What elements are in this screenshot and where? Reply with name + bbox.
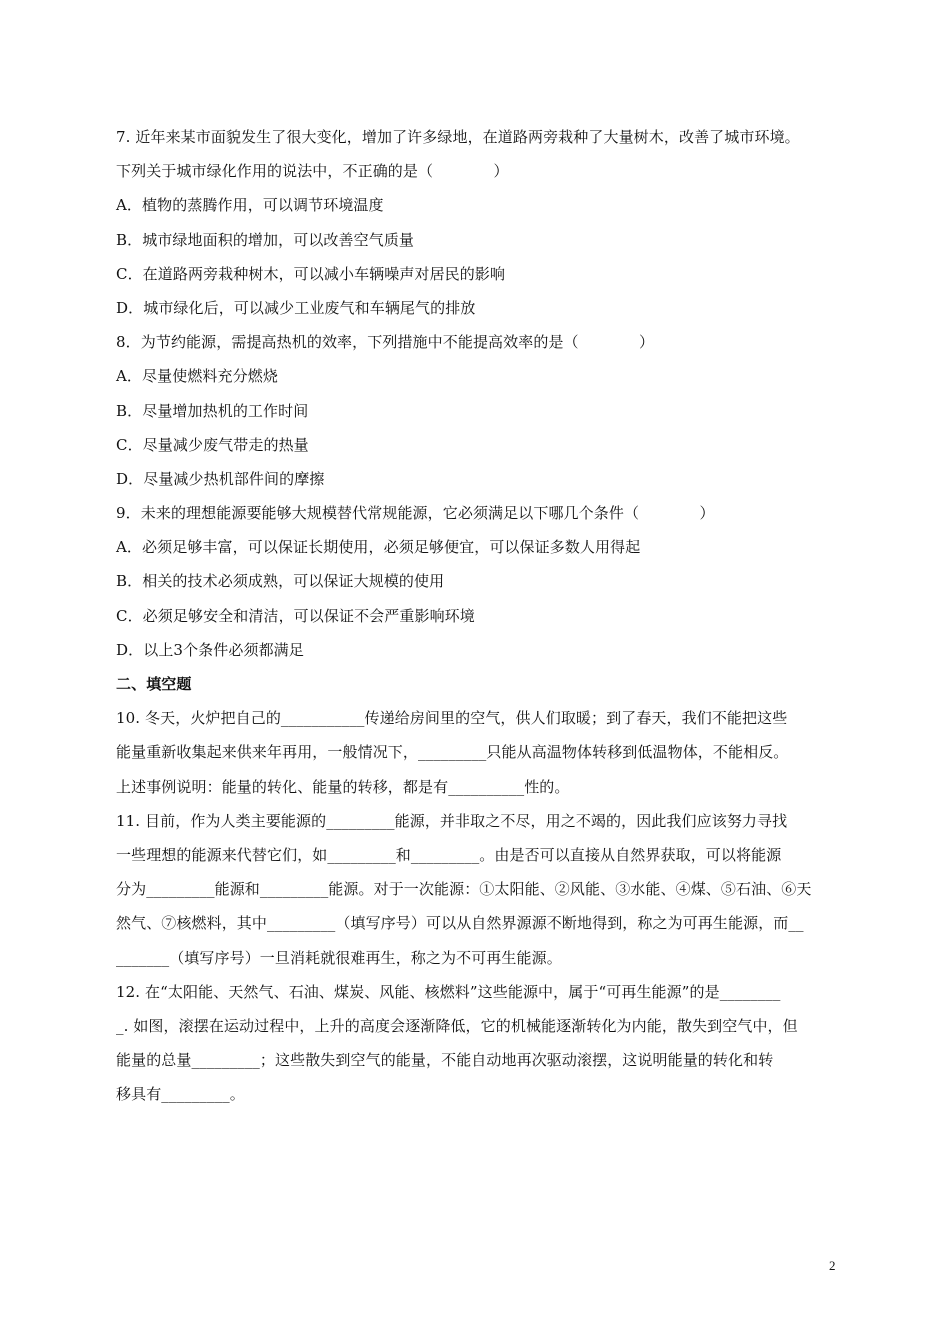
q9-option-d: D．以上3个条件必须都满足 (116, 640, 304, 659)
q12-line4: 移具有_________。 (116, 1085, 245, 1104)
q8-option-d: D．尽量减少热机部件间的摩擦 (116, 469, 325, 488)
q11-line5: _______（填写序号）一旦消耗就很难再生，称之为不可再生能源。 (116, 948, 562, 967)
q12-line3: 能量的总量_________；这些散失到空气的能量，不能自动地再次驱动滚摆，这说明能量的转化和转 (116, 1051, 774, 1070)
q7-stem-line1: 7. 近年来某市面貌发生了很大变化，增加了许多绿地，在道路两旁栽种了大量树木，改善了城市环境。 (116, 128, 800, 146)
q9-option-b: B．相关的技术必须成熟，可以保证大规模的使用 (116, 572, 445, 591)
document-body (116, 120, 846, 1111)
q7-stem-line2: 下列关于城市绿化作用的说法中，不正确的是（ ） (116, 162, 509, 181)
q11-line3: 分为_________能源和_________能源。对于一次能源：①太阳能、②风能、③水能、④煤、⑤石油、⑥天 (116, 880, 812, 899)
q11-line1: 11. 目前，作为人类主要能源的_________能源，并非取之不尽，用之不竭的，因此我们应该努力寻找 (116, 811, 788, 830)
q7-option-b: B．城市绿地面积的增加，可以改善空气质量 (116, 230, 415, 249)
q9-option-a: A．必须足够丰富，可以保证长期使用，必须足够便宜，可以保证多数人用得起 (116, 538, 641, 557)
q11-line2: 一些理想的能源来代替它们，如_________和_________。由是否可以直接从自然界获取，可以将能源 (116, 845, 782, 864)
q7-option-c: C．在道路两旁栽种树木，可以减小车辆噪声对居民的影响 (116, 264, 506, 283)
page-number: 2 (829, 1258, 836, 1273)
q9-stem: 9．未来的理想能源要能够大规模替代常规能源，它必须满足以下哪几个条件（ ） (116, 504, 715, 523)
q12-line1: 12. 在“太阳能、天然气、石油、煤炭、风能、核燃料”这些能源中，属于“可再生能源”的是________ (116, 982, 781, 1001)
q8-option-a: A．尽量使燃料充分燃烧 (116, 367, 278, 386)
q8-option-b: B．尽量增加热机的工作时间 (116, 401, 309, 420)
section-title-fill-in: 二、填空题 (116, 675, 192, 693)
q10-line1: 10. 冬天，火炉把自己的___________传递给房间里的空气，供人们取暖；到了春天，我们不能把这些 (116, 709, 788, 728)
q7-option-a: A．植物的蒸腾作用，可以调节环境温度 (116, 196, 384, 215)
q11-line4: 然气、⑦核燃料，其中_________（填写序号）可以从自然界源源不断地得到，称之为可再生能源，而__ (116, 914, 804, 933)
q10-line2: 能量重新收集起来供来年再用，一般情况下，_________只能从高温物体转移到低温物体，不能相反。 (116, 743, 789, 762)
q12-line2: _. 如图，滚摆在运动过程中，上升的高度会逐渐降低，它的机械能逐渐转化为内能，散失到空气中，但 (116, 1016, 798, 1035)
q7-option-d: D．城市绿化后，可以减少工业废气和车辆尾气的排放 (116, 298, 476, 317)
q8-option-c: C．尽量减少废气带走的热量 (116, 435, 309, 454)
q8-stem: 8．为节约能源，需提高热机的效率，下列措施中不能提高效率的是（ ） (116, 333, 655, 352)
q9-option-c: C．必须足够安全和清洁，可以保证不会严重影响环境 (116, 606, 475, 625)
q10-line3: 上述事例说明：能量的转化、能量的转移，都是有__________性的。 (116, 777, 570, 796)
